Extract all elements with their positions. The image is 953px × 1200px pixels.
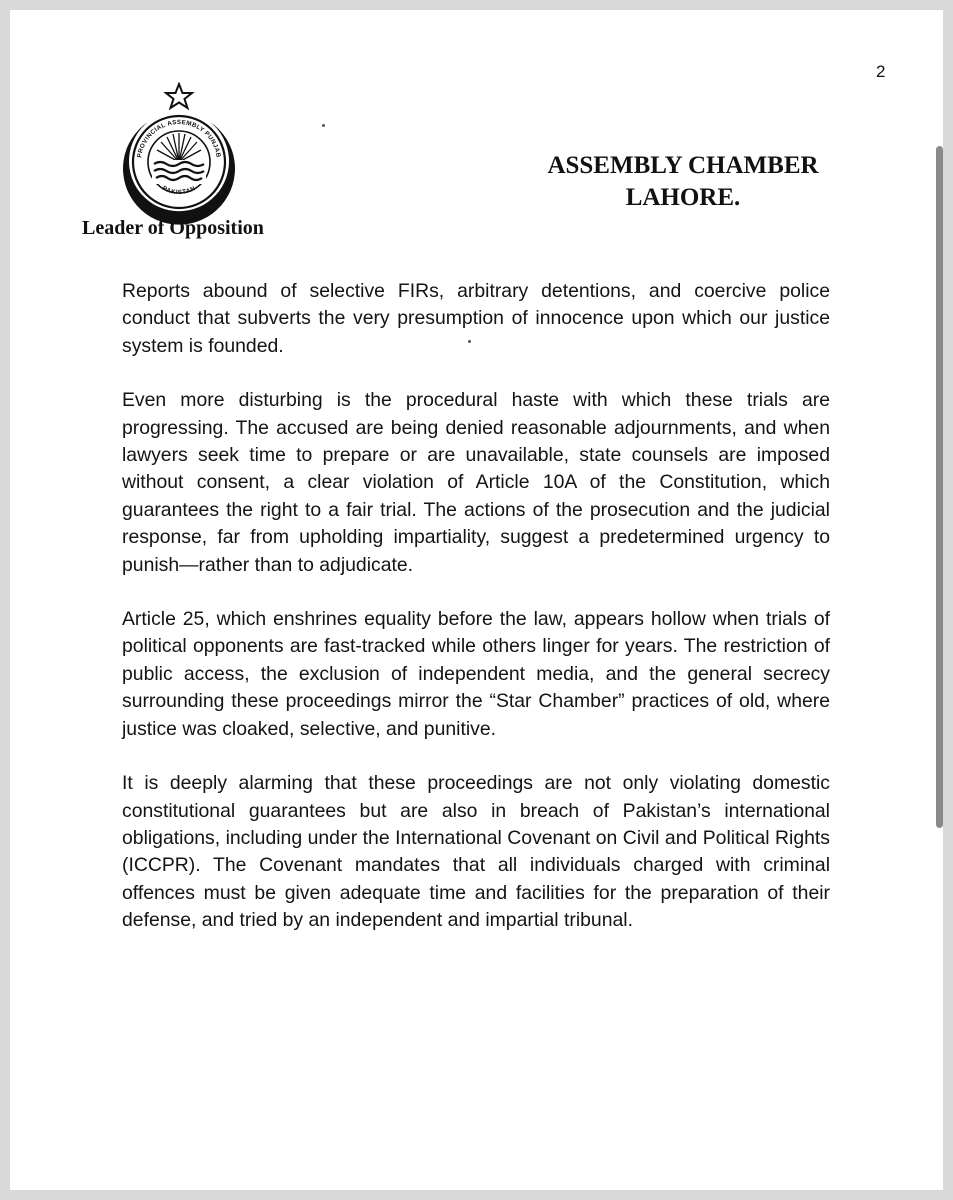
scan-speck	[468, 340, 471, 343]
leader-of-opposition-title: Leader of Opposition	[82, 217, 264, 239]
svg-text:PAKISTAN: PAKISTAN	[161, 184, 197, 197]
body-paragraph: Even more disturbing is the procedural haste with which these trials are progressing. The accused are being denied reasonable adjournments, and when lawyers seek time to prepare or are unavailable, state counsels are imposed without consent, a clear violation of Article 10A of the Constitution, which guarantees the right to a fair trial. The actions of the prosecution and the judicial response, far from upholding impartiality, suggest a predetermined urgency to punish—rather than to adjudicate.	[122, 389, 830, 576]
page-number: 2	[876, 62, 886, 81]
letter-body	[122, 278, 830, 962]
body-paragraph: It is deeply alarming that these proceedings are not only violating domestic constitutional guarantees but are also in breach of Pakistan’s international obligations, including under the International Covenant on Civil and Political Rights (ICCPR). The Covenant mandates that all individuals charged with criminal offences must be given adequate time and facilities for the preparation of their defense, and tried by an independent and impartial tribunal.	[122, 772, 830, 932]
scan-speck	[322, 124, 325, 127]
document-page	[10, 10, 943, 1190]
body-paragraph: Reports abound of selective FIRs, arbitrary detentions, and coercive police conduct that subverts the very presumption of innocence upon which our justice system is founded.	[122, 280, 830, 357]
assembly-seal-logo	[118, 82, 240, 232]
vertical-scrollbar[interactable]	[936, 146, 943, 828]
heading-line-2: LAHORE.	[625, 184, 741, 211]
body-paragraph: Article 25, which enshrines equality before the law, appears hollow when trials of political opponents are fast-tracked while others linger for years. The restriction of public access, the exclusion of independent media, and the general secrecy surrounding these proceedings mirror the “Star Chamber” practices of old, where justice was cloaked, selective, and punitive.	[122, 608, 830, 740]
heading-line-1: ASSEMBLY CHAMBER	[547, 152, 819, 179]
assembly-chamber-heading	[530, 150, 836, 214]
svg-text:PROVINCIAL ASSEMBLY PUNJAB: PROVINCIAL ASSEMBLY PUNJAB	[136, 118, 222, 159]
